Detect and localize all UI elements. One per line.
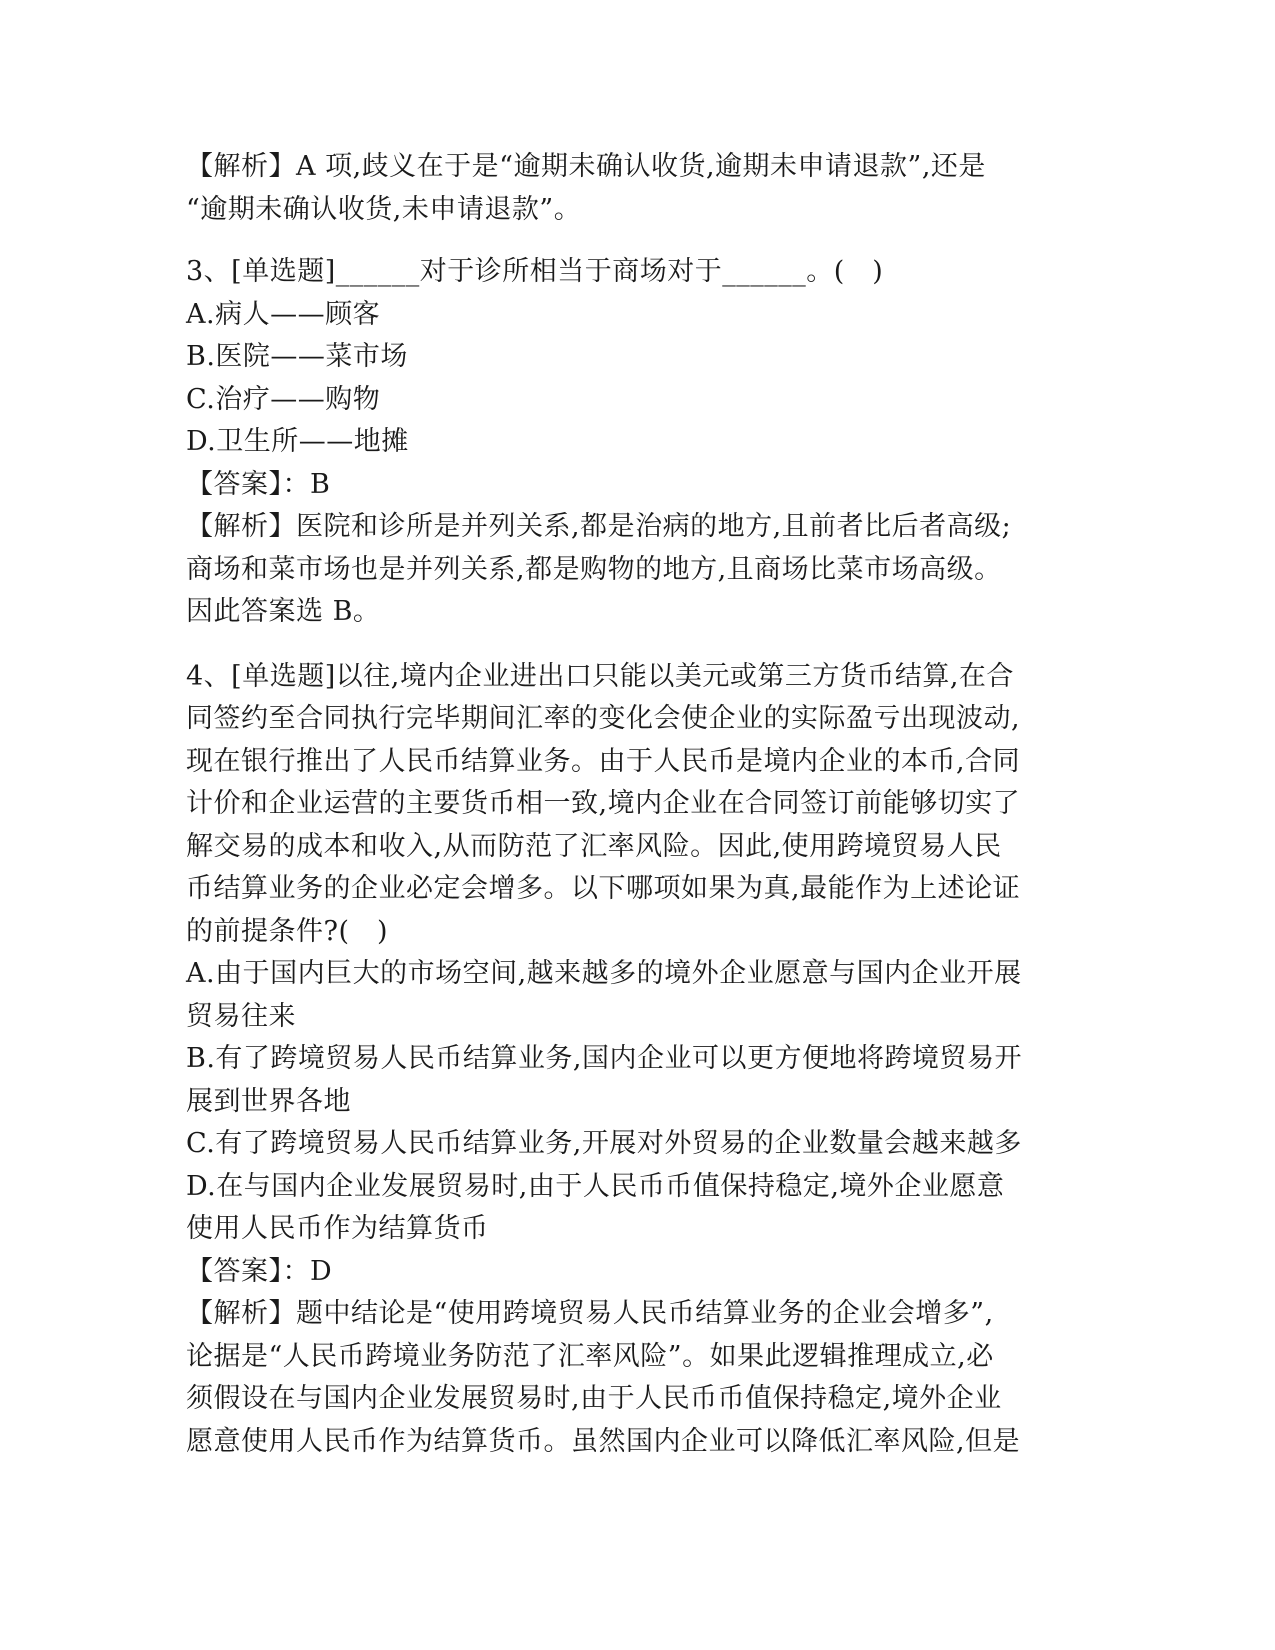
option-d-cont: 使用人民币作为结算货币 [186,1213,489,1244]
question-stem-line: 解交易的成本和收入,从而防范了汇率风险。因此,使用跨境贸易人民 [186,830,1002,862]
analysis-line: 愿意使用人民币作为结算货币。虽然国内企业可以降低汇率风险,但是 [186,1425,1021,1457]
analysis-line: 【解析】题中结论是“使用跨境贸易人民币结算业务的企业会增多”, [186,1298,994,1329]
option-c: C.有了跨境贸易人民币结算业务,开展对外贸易的企业数量会越来越多 [186,1128,1022,1159]
answer: 【答案】：D [186,1255,333,1287]
question-stem-line: 的前提条件?( ) [186,915,389,947]
analysis-line: 因此答案选 B。 [186,596,381,627]
analysis-line: 【解析】医院和诊所是并列关系,都是治病的地方,且前者比后者高级; [186,511,1012,542]
question-stem-line: 同签约至合同执行完毕期间汇率的变化会使企业的实际盈亏出现波动, [186,703,1021,734]
option-a-cont: 贸易往来 [186,1000,296,1032]
option-a: A.由于国内巨大的市场空间,越来越多的境外企业愿意与国内企业开展 [186,958,1022,989]
analysis-line: “逾期未确认收货,未申请退款”。 [186,193,582,225]
answer: 【答案】：B [186,468,331,500]
question-4 [186,656,1086,1464]
question-stem-line: 4、[单选题]以往,境内企业进出口只能以美元或第三方货币结算,在合 [186,660,1014,692]
question-stem-line: 计价和企业运营的主要货币相一致,境内企业在合同签订前能够切实了 [186,788,1021,819]
option-b: B.有了跨境贸易人民币结算业务,国内企业可以更方便地将跨境贸易开 [186,1043,1023,1074]
prev-analysis [186,146,1086,231]
question-stem-line: 现在银行推出了人民币结算业务。由于人民币是境内企业的本币,合同 [186,745,1021,777]
option-d: D.卫生所——地摊 [186,426,409,457]
option-b: B.医院——菜市场 [186,341,408,372]
analysis-line: 须假设在与国内企业发展贸易时,由于人民币币值保持稳定,境外企业 [186,1383,1002,1414]
analysis-line: 论据是“人民币跨境业务防范了汇率风险”。如果此逻辑推理成立,必 [186,1340,994,1372]
question-3 [186,251,1086,634]
option-d: D.在与国内企业发展贸易时,由于人民币币值保持稳定,境外企业愿意 [186,1170,1005,1202]
option-a: A.病人——顾客 [186,298,381,330]
analysis-line: 【解析】A 项,歧义在于是“逾期未确认收货,逾期未申请退款”,还是 [186,151,986,182]
option-b-cont: 展到世界各地 [186,1085,351,1117]
analysis-line: 商场和菜市场也是并列关系,都是购物的地方,且商场比菜市场高级。 [186,553,1002,585]
option-c: C.治疗——购物 [186,383,381,415]
question-stem-line: 币结算业务的企业必定会增多。以下哪项如果为真,最能作为上述论证 [186,873,1021,904]
question-stem: 3、[单选题]______对于诊所相当于商场对于______。( ) [186,256,884,287]
document-page [186,146,1086,1463]
